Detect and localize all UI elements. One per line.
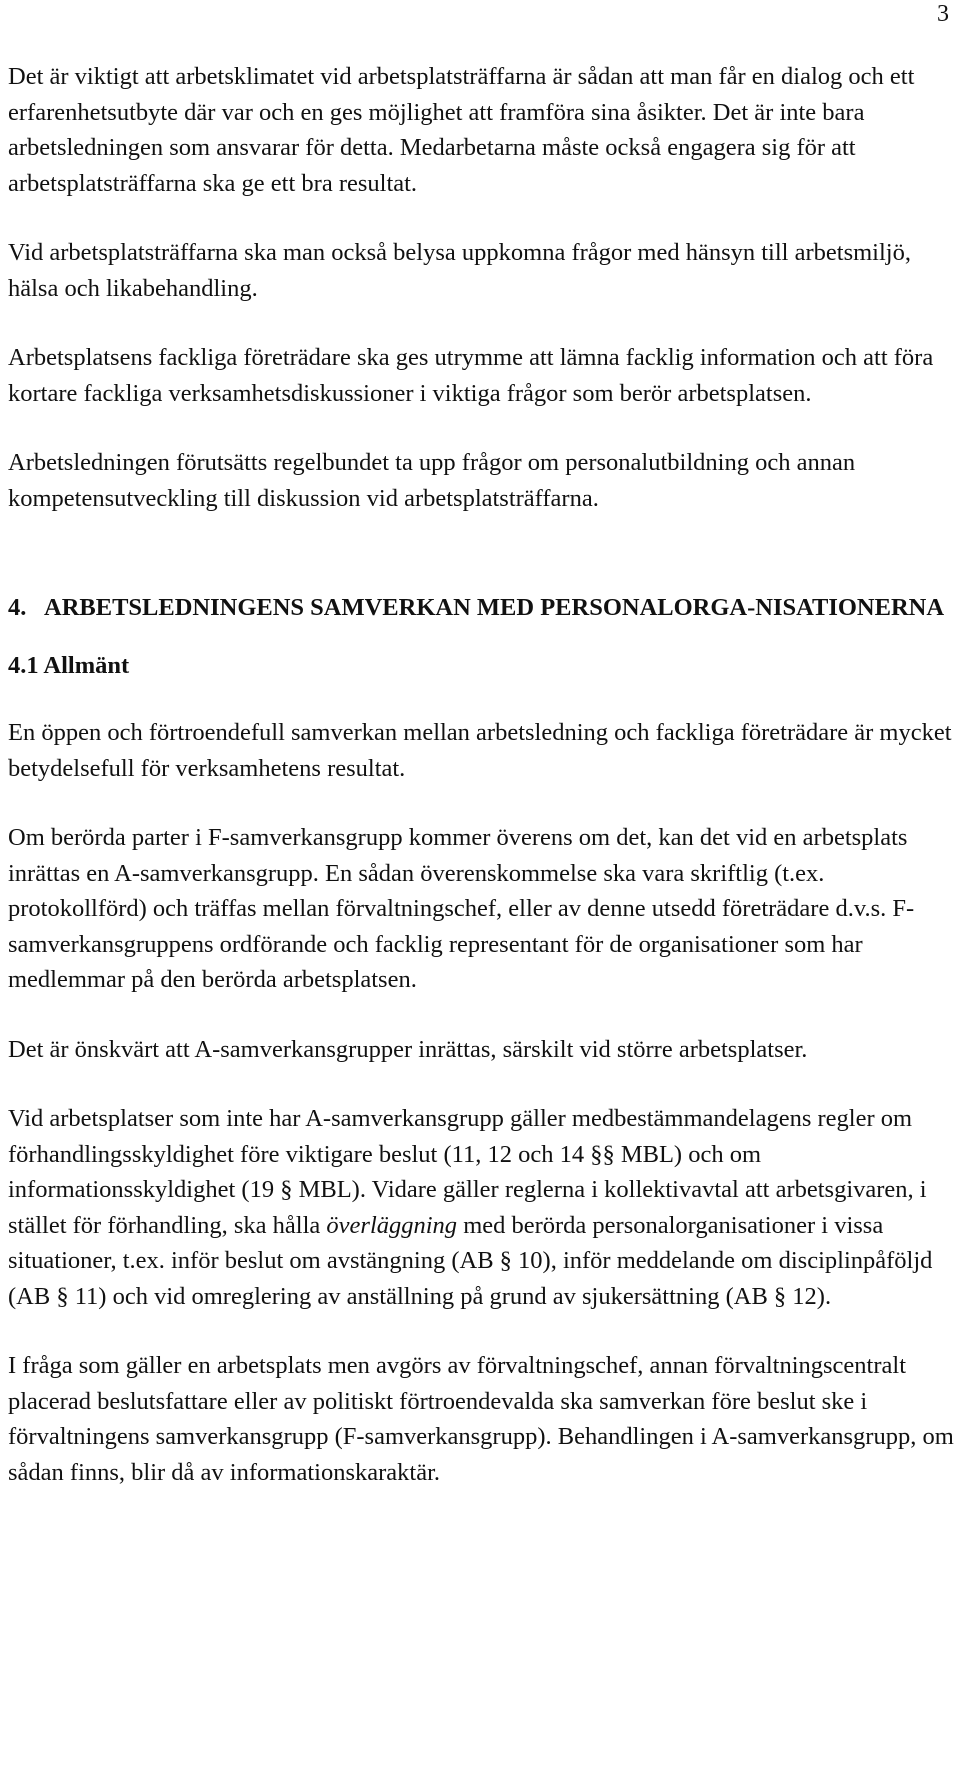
section-title: ARBETSLEDNINGENS SAMVERKAN MED PERSONALORGA-NISATIONERNA	[44, 594, 945, 621]
italic-term: överläggning	[326, 1211, 458, 1239]
section-number: 4.	[8, 594, 27, 621]
paragraph: En öppen och förtroendefull samverkan mellan arbetsledning och fackliga företrädare är mycket betydelsefull för verksamhetens resultat.	[8, 719, 952, 782]
subsection-heading: 4.1 Allmänt	[8, 651, 130, 679]
paragraph: I fråga som gäller en arbetsplats men avgörs av förvaltningschef, annan förvaltningscentralt placerad beslutsfattare eller av politiskt förtroendevalda ska samverkan före beslut ske i förvaltningens samverkansgrupp (F-samverkansgrupp). Behandlingen i A-samverkansgrupp, om sådan finns, blir då av informationskaraktär.	[8, 1352, 954, 1486]
page-number: 3	[937, 1, 949, 27]
paragraph: Om berörda parter i F-samverkansgrupp kommer överens om det, kan det vid en arbetsplats inrättas en A-samverkansgrupp. En sådan överenskommelse ska vara skriftlig (t.ex. protokollförd) och träffas mellan förvaltningschef, eller av denne utsedd företrädare d.v.s. F-samverkansgruppens ordförande och facklig representant för de organisationer som har medlemmar på den berörda arbetsplatsen.	[8, 824, 915, 993]
paragraph-text: Vid arbetsplatser som inte har A-samverkansgrupp gäller medbestämmandelagens regler om förhandlingsskyldighet före viktigare beslut (11, 12 och 14 §§ MBL) och om informationsskyldighet (19 § MBL). Vidare gäller reglerna i kollektivavtal att arbetsgivaren, i stället för förhandling, ska hålla	[8, 1105, 927, 1239]
document-body	[8, 59, 954, 1524]
paragraph: Det är önskvärt att A-samverkansgrupper inrättas, särskilt vid större arbetsplatser.	[8, 1035, 808, 1063]
paragraph-text: med berörda personalorganisationer i vissa situationer, t.ex. inför beslut om avstängning (AB § 10), inför meddelande om disciplinpåföljd (AB § 11) och vid omreglering av anställning på grund av sjukersättning (AB § 12).	[8, 1211, 933, 1310]
section-heading	[8, 590, 954, 626]
paragraph: Vid arbetsplatsträffarna ska man också belysa uppkomna frågor med hänsyn till arbetsmiljö, hälsa och likabehandling.	[8, 239, 911, 302]
paragraph: Det är viktigt att arbetsklimatet vid arbetsplatsträffarna är sådan att man får en dialog och ett erfarenhetsutbyte där var och en ges möjlighet att framföra sina åsikter. Det är inte bara arbetsledningen som ansvarar för detta. Medarbetarna måste också engagera sig för att arbetsplatsträffarna ska ge ett bra resultat.	[8, 63, 915, 197]
paragraph: Arbetsplatsens fackliga företrädare ska ges utrymme att lämna facklig information och att föra kortare fackliga verksamhetsdiskussioner i viktiga frågor som berör arbetsplatsen.	[8, 344, 934, 407]
paragraph: Arbetsledningen förutsätts regelbundet ta upp frågor om personalutbildning och annan kompetensutveckling till diskussion vid arbetsplatsträffarna.	[8, 449, 856, 512]
mbl-paragraph	[8, 1101, 954, 1314]
